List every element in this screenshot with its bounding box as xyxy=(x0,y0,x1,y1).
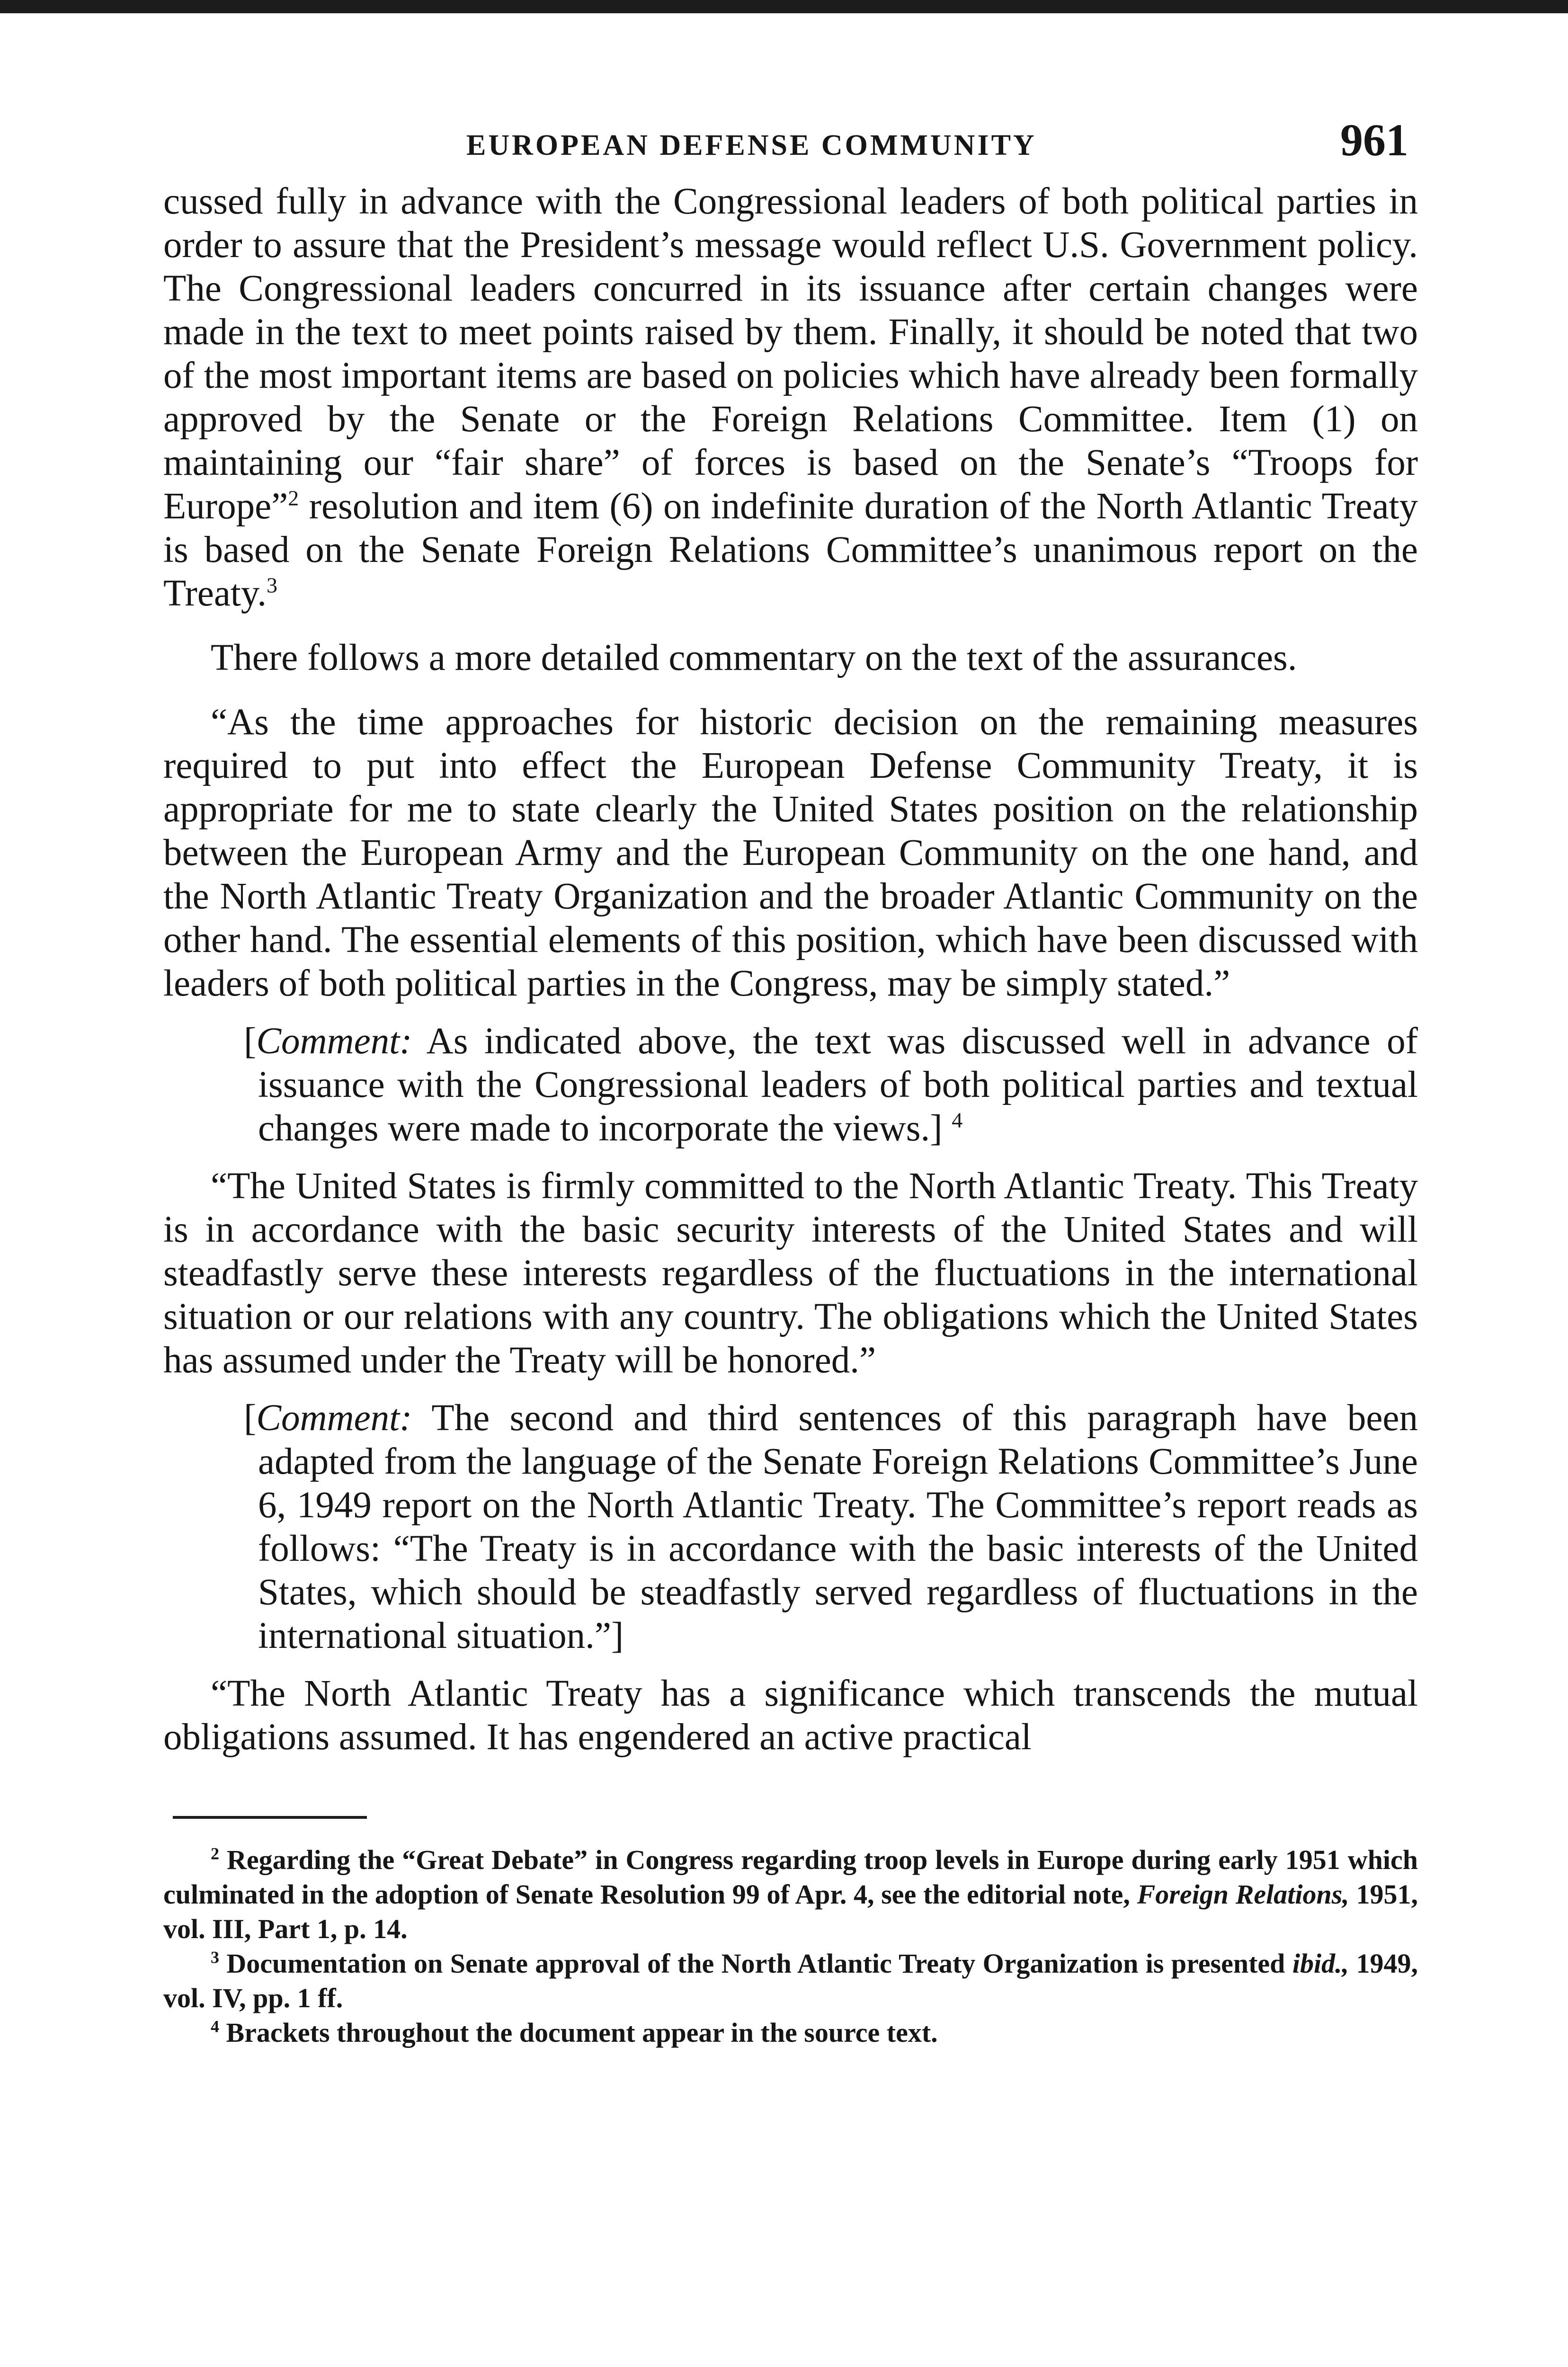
paragraph-continuation xyxy=(163,180,1418,615)
comment-text: As indicated above, the text was discussed well in advance of issuance with the Congressional leaders of both political parties and textual changes were made to incorporate the views.] xyxy=(258,1021,1418,1149)
paragraph-commentary-intro: There follows a more detailed commentary on the text of the assurances. xyxy=(211,637,1297,678)
footnote-text: 1951, vol. III, Part 1, p. 14. xyxy=(163,1879,1418,1944)
footnote-2 xyxy=(163,1842,1418,1946)
footnote-italic: Foreign Relations, xyxy=(1137,1879,1349,1910)
footnote-text: Documentation on Senate approval of the North Atlantic Treaty Organization is presented xyxy=(219,1948,1292,1979)
footnote-italic: ibid., xyxy=(1292,1948,1349,1979)
comment-block-1 xyxy=(244,1020,1418,1150)
footnote-ref-3[interactable]: 3 xyxy=(266,573,277,597)
footnote-text: Regarding the “Great Debate” in Congress regarding troop levels in Europe during early 1951 which culminated in the adoption of Senate Resolution 99 of Apr. 4, see the editorial note, xyxy=(163,1844,1418,1910)
paragraph-text: resolution and item (6) on indefinite duration of the North Atlantic Treaty is based on the Senate Foreign Relations Committee’s unanimous report on the Treaty. xyxy=(163,486,1418,614)
comment-label: Comment: xyxy=(256,1397,412,1439)
bracket: [ xyxy=(244,1021,257,1062)
top-border-rule xyxy=(0,0,1568,13)
footnote-number: 3 xyxy=(211,1948,219,1967)
footnote-3 xyxy=(163,1946,1418,2015)
footnote-4 xyxy=(163,2015,1418,2050)
comment-text: The second and third sentences of this paragraph have been adapted from the language of the Senate Foreign Relations Committee’s June 6, 1949 report on the North Atlantic Treaty. The Committee’s report reads as follows: “The Treaty is in accordance with the basic interests of the United States, which should be steadfastly served regardless of fluctuations in the international situation.”] xyxy=(258,1397,1418,1656)
footnote-text: Brackets throughout the document appear in the source text. xyxy=(219,2017,938,2048)
paragraph-text: cussed fully in advance with the Congressional leaders of both political parties in order to assure that the President’s message would reflect U.S. Government policy. The Congressional leaders concurred in its issuance after certain changes were made in the text to meet points raised by them. Finally, it should be noted that two of the most important items are based on policies which have already been formally approved by the Senate or the Foreign Relations Committee. Item (1) on maintaining our “fair share” of forces is based on the Senate’s “Troops for Europe” xyxy=(163,181,1418,527)
footnote-number: 4 xyxy=(211,2017,219,2036)
footnote-number: 2 xyxy=(211,1844,219,1863)
footnote-divider xyxy=(173,1816,367,1819)
comment-block-2 xyxy=(244,1397,1418,1658)
document-page xyxy=(163,95,1418,2050)
footnote-text: 1949, vol. IV, pp. 1 ff. xyxy=(163,1948,1418,2013)
running-head xyxy=(163,95,1418,180)
paragraph-quote-3: “The North Atlantic Treaty has a significance which transcends the mutual obligations assumed. It has engendered an active practical xyxy=(163,1673,1418,1758)
footnotes xyxy=(163,1842,1418,2050)
bracket: [ xyxy=(244,1397,257,1439)
page-number: 961 xyxy=(1340,115,1408,165)
running-title: EUROPEAN DEFENSE COMMUNITY xyxy=(466,129,1037,161)
paragraph-quote-2: “The United States is firmly committed to the North Atlantic Treaty. This Treaty is in accordance with the basic security interests of the United States and will steadfastly serve these interests regardless of the fluctuations in the international situation or our relations with any country. The obligations which the United States has assumed under the Treaty will be honored.” xyxy=(163,1166,1418,1381)
footnote-ref-2[interactable]: 2 xyxy=(288,486,299,510)
comment-label: Comment: xyxy=(256,1021,412,1062)
paragraph-quote-1: “As the time approaches for historic decision on the remaining measures required to put into effect the European Defense Community Treaty, it is appropriate for me to state clearly the United States position on the relationship between the European Army and the European Community on the one hand, and the North Atlantic Treaty Organization and the broader Atlantic Community on the other hand. The essential elements of this position, which have been discussed with leaders of both political parties in the Congress, may be simply stated.” xyxy=(163,702,1418,1004)
footnote-ref-4[interactable]: 4 xyxy=(952,1108,963,1132)
